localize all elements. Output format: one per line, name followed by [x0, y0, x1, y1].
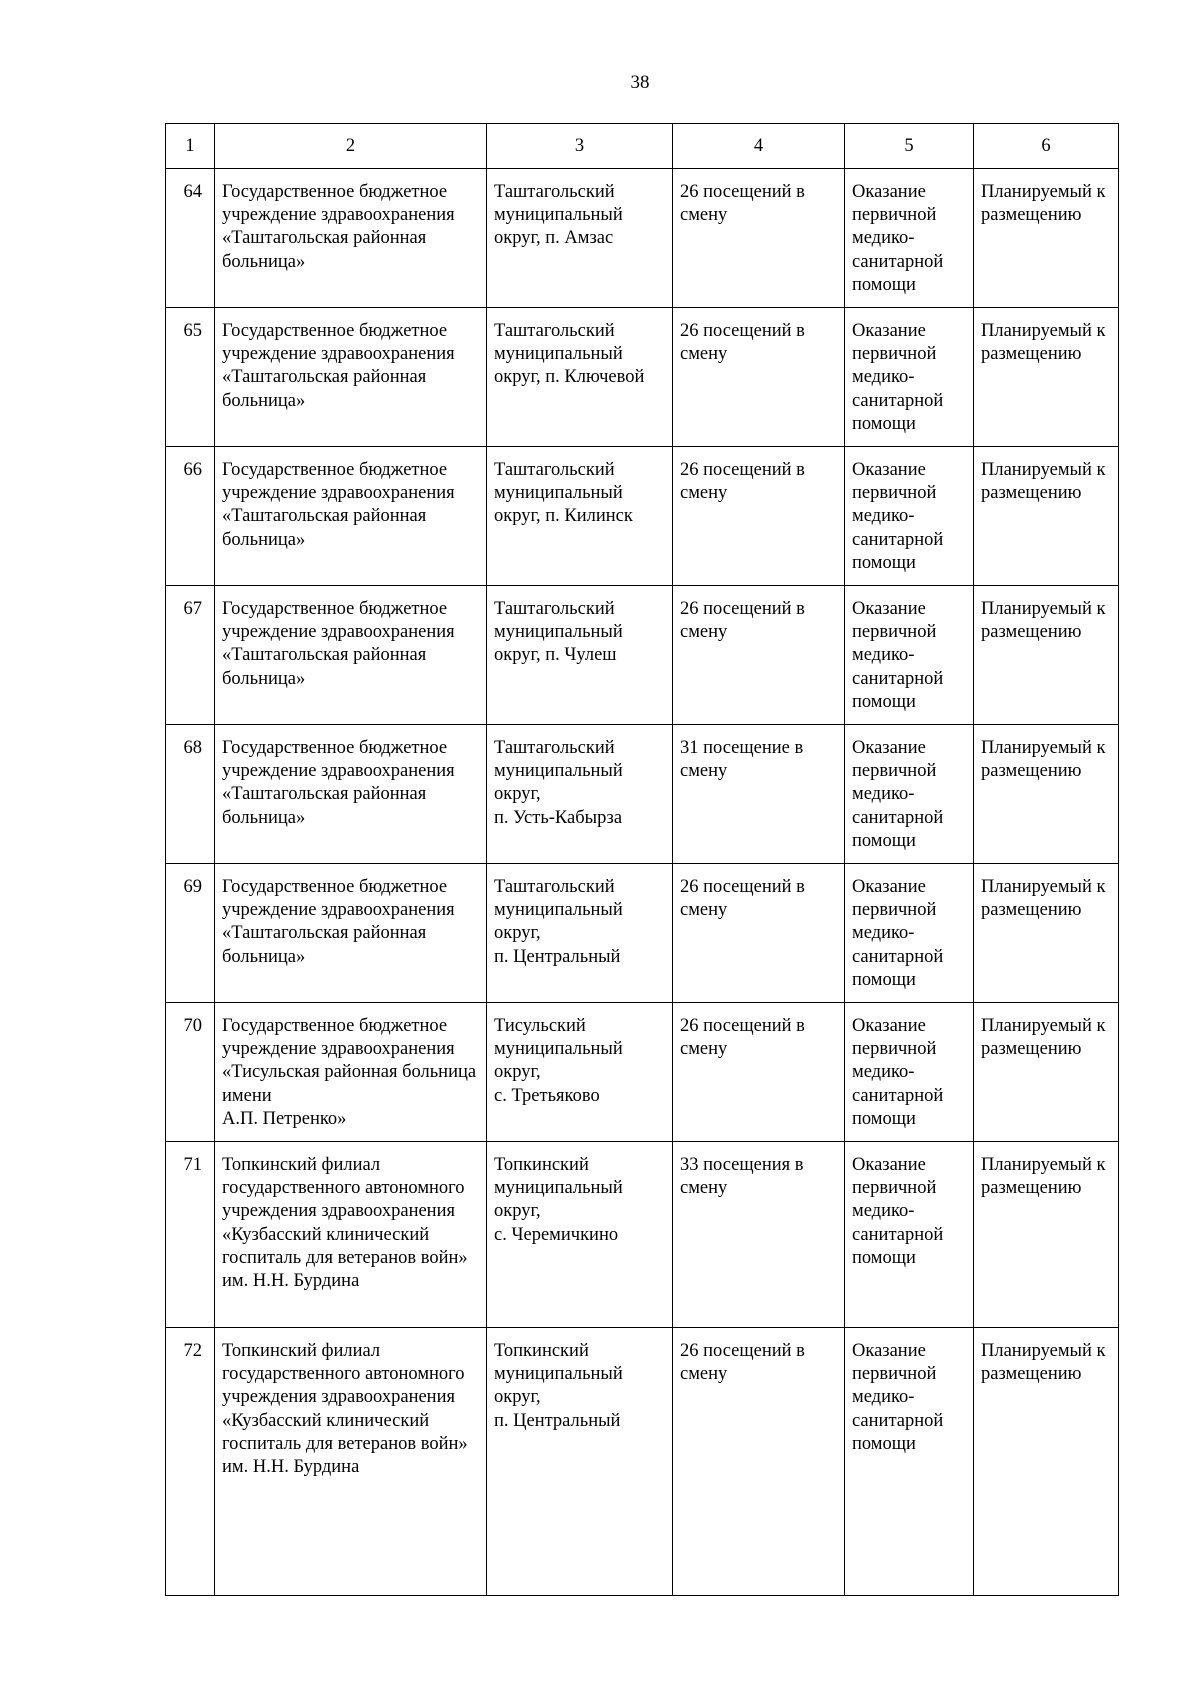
location-cell: Топкинский муниципальный округ, п. Центральный — [487, 1328, 673, 1596]
row-number: 68 — [166, 725, 215, 864]
table-row — [166, 1328, 1119, 1596]
service-cell: Оказание первичной медико-санитарной помощи — [845, 864, 974, 1003]
column-header: 3 — [487, 124, 673, 169]
status-cell: Планируемый к размещению — [974, 586, 1119, 725]
service-cell: Оказание первичной медико-санитарной помощи — [845, 586, 974, 725]
institution-cell: Государственное бюджетное учреждение здравоохранения «Таштагольская районная больница» — [215, 447, 487, 586]
table-row — [166, 864, 1119, 1003]
table-row — [166, 447, 1119, 586]
service-cell: Оказание первичной медико-санитарной помощи — [845, 308, 974, 447]
column-header: 6 — [974, 124, 1119, 169]
status-cell: Планируемый к размещению — [974, 447, 1119, 586]
row-number: 65 — [166, 308, 215, 447]
service-cell: Оказание первичной медико-санитарной помощи — [845, 1142, 974, 1328]
capacity-cell: 26 посещений в смену — [673, 864, 845, 1003]
status-cell: Планируемый к размещению — [974, 864, 1119, 1003]
location-cell: Таштагольский муниципальный округ, п. Амзас — [487, 169, 673, 308]
location-cell: Тисульский муниципальный округ, с. Третьяково — [487, 1003, 673, 1142]
table-row — [166, 169, 1119, 308]
capacity-cell: 26 посещений в смену — [673, 1003, 845, 1142]
location-cell: Таштагольский муниципальный округ, п. Усть-Кабырза — [487, 725, 673, 864]
row-number: 70 — [166, 1003, 215, 1142]
capacity-cell: 26 посещений в смену — [673, 447, 845, 586]
institution-cell: Государственное бюджетное учреждение здравоохранения «Таштагольская районная больница» — [215, 169, 487, 308]
institution-cell: Государственное бюджетное учреждение здравоохранения «Таштагольская районная больница» — [215, 864, 487, 1003]
location-cell: Таштагольский муниципальный округ, п. Килинск — [487, 447, 673, 586]
service-cell: Оказание первичной медико-санитарной помощи — [845, 169, 974, 308]
institution-cell: Топкинский филиал государственного автономного учреждения здравоохранения «Кузбасский клинический госпиталь для ветеранов войн» им. Н.Н. Бурдина — [215, 1142, 487, 1328]
facilities-table — [165, 123, 1119, 1596]
table-row — [166, 725, 1119, 864]
capacity-cell: 26 посещений в смену — [673, 308, 845, 447]
location-cell: Таштагольский муниципальный округ, п. Центральный — [487, 864, 673, 1003]
service-cell: Оказание первичной медико-санитарной помощи — [845, 447, 974, 586]
table-row — [166, 1142, 1119, 1328]
capacity-cell: 26 посещений в смену — [673, 586, 845, 725]
institution-cell: Государственное бюджетное учреждение здравоохранения «Таштагольская районная больница» — [215, 586, 487, 725]
row-number: 64 — [166, 169, 215, 308]
capacity-cell: 26 посещений в смену — [673, 169, 845, 308]
status-cell: Планируемый к размещению — [974, 1142, 1119, 1328]
location-cell: Таштагольский муниципальный округ, п. Чулеш — [487, 586, 673, 725]
status-cell: Планируемый к размещению — [974, 1003, 1119, 1142]
capacity-cell: 26 посещений в смену — [673, 1328, 845, 1596]
row-number: 67 — [166, 586, 215, 725]
column-header: 4 — [673, 124, 845, 169]
table-row — [166, 1003, 1119, 1142]
status-cell: Планируемый к размещению — [974, 725, 1119, 864]
status-cell: Планируемый к размещению — [974, 1328, 1119, 1596]
location-cell: Таштагольский муниципальный округ, п. Ключевой — [487, 308, 673, 447]
table-header-row — [166, 124, 1119, 169]
page-number: 38 — [630, 72, 650, 93]
row-number: 72 — [166, 1328, 215, 1596]
row-number: 66 — [166, 447, 215, 586]
column-header: 2 — [215, 124, 487, 169]
row-number: 69 — [166, 864, 215, 1003]
service-cell: Оказание первичной медико-санитарной помощи — [845, 1328, 974, 1596]
status-cell: Планируемый к размещению — [974, 308, 1119, 447]
service-cell: Оказание первичной медико-санитарной помощи — [845, 725, 974, 864]
capacity-cell: 31 посещение в смену — [673, 725, 845, 864]
institution-cell: Государственное бюджетное учреждение здравоохранения «Тисульская районная больница имени А.П. Петренко» — [215, 1003, 487, 1142]
table-row — [166, 586, 1119, 725]
column-header: 1 — [166, 124, 215, 169]
status-cell: Планируемый к размещению — [974, 169, 1119, 308]
service-cell: Оказание первичной медико-санитарной помощи — [845, 1003, 974, 1142]
row-number: 71 — [166, 1142, 215, 1328]
institution-cell: Государственное бюджетное учреждение здравоохранения «Таштагольская районная больница» — [215, 308, 487, 447]
location-cell: Топкинский муниципальный округ, с. Черемичкино — [487, 1142, 673, 1328]
institution-cell: Топкинский филиал государственного автономного учреждения здравоохранения «Кузбасский клинический госпиталь для ветеранов войн» им. Н.Н. Бурдина — [215, 1328, 487, 1596]
capacity-cell: 33 посещения в смену — [673, 1142, 845, 1328]
table-row — [166, 308, 1119, 447]
institution-cell: Государственное бюджетное учреждение здравоохранения «Таштагольская районная больница» — [215, 725, 487, 864]
column-header: 5 — [845, 124, 974, 169]
